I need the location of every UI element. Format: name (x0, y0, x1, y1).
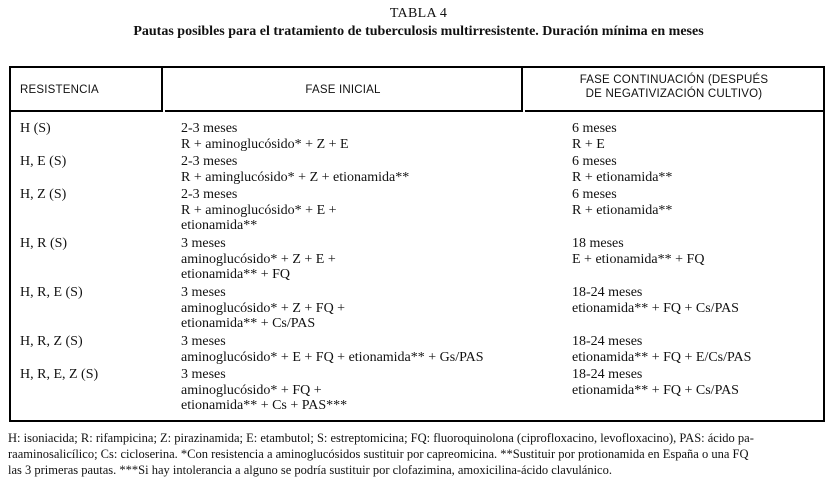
row-fase-inicial-line: 3 meses (181, 236, 226, 251)
row-fase-continuacion (572, 334, 812, 365)
row-resistencia: H (S) (20, 121, 51, 136)
row-fase-inicial (181, 285, 511, 332)
header-fase-continuacion-line1: FASE CONTINUACIÓN (DESPUÉS (579, 74, 769, 86)
row-fase-inicial-line: aminoglucósido* + Z + E + (181, 251, 336, 267)
row-fase-continuacion (572, 285, 812, 316)
row-fase-inicial-line: etionamida** + FQ (181, 267, 290, 282)
row-fase-continuacion-line: 18-24 meses (572, 334, 643, 349)
row-fase-inicial-line: R + aminoglucósido* + Z + E (181, 136, 349, 152)
row-fase-inicial-line: 3 meses (181, 367, 226, 382)
row-fase-inicial-line: etionamida** (181, 218, 258, 233)
footnote-line: raaminosalicílico; Cs: cicloserina. *Con resistencia a aminoglucósidos sustituir por capreomicina. **Sustituir por protionamida en España o una FQ (8, 447, 749, 461)
row-fase-inicial-line: 3 meses (181, 285, 226, 300)
row-fase-continuacion (572, 154, 812, 185)
row-fase-continuacion-line: etionamida** + FQ + Cs/PAS (572, 382, 739, 398)
footnote-line: H: isoniacida; R: rifampicina; Z: pirazinamida; E: etambutol; S: estreptomicina; FQ: fluoroquinolona (ciprofloxacino, levofloxacino), PAS: ácido pa- (8, 431, 754, 445)
row-resistencia: H, R (S) (20, 236, 68, 251)
row-fase-continuacion-line: E + etionamida** + FQ (572, 251, 705, 267)
row-fase-inicial-line: etionamida** + Cs/PAS (181, 316, 316, 331)
header-fase-inicial (165, 68, 523, 112)
header-fase-continuacion (525, 68, 823, 112)
row-fase-inicial-line: 3 meses (181, 334, 226, 349)
row-fase-continuacion-line: 6 meses (572, 121, 617, 136)
header-fase-inicial-label: FASE INICIAL (305, 84, 381, 96)
row-fase-continuacion-line: 18 meses (572, 236, 624, 251)
row-fase-inicial (181, 121, 511, 152)
row-resistencia: H, R, E, Z (S) (20, 367, 99, 382)
row-fase-inicial-line: etionamida** + Cs + PAS*** (181, 398, 348, 413)
row-resistencia: H, R, Z (S) (20, 334, 83, 349)
table-number: TABLA 4 (389, 6, 448, 21)
row-fase-continuacion (572, 121, 812, 152)
row-fase-inicial (181, 367, 511, 414)
row-fase-inicial-line: aminoglucósido* + FQ + (181, 382, 322, 398)
row-fase-inicial-line: 2-3 meses (181, 187, 238, 202)
row-fase-continuacion-line: 6 meses (572, 187, 617, 202)
row-resistencia: H, E (S) (20, 154, 67, 169)
header-resistencia (11, 68, 163, 112)
row-fase-continuacion-line: 6 meses (572, 154, 617, 169)
row-fase-continuacion-line: etionamida** + FQ + Cs/PAS (572, 300, 739, 316)
row-fase-inicial (181, 154, 511, 185)
header-resistencia-label: RESISTENCIA (20, 84, 99, 96)
row-fase-inicial (181, 334, 511, 365)
row-fase-continuacion (572, 367, 812, 398)
row-fase-inicial-line: R + aminoglucósido* + E + (181, 202, 337, 218)
row-fase-inicial-line: 2-3 meses (181, 121, 238, 136)
row-fase-inicial-line: aminoglucósido* + Z + FQ + (181, 300, 346, 316)
row-resistencia: H, R, E (S) (20, 285, 83, 300)
row-fase-continuacion-line: 18-24 meses (572, 285, 643, 300)
row-fase-inicial (181, 236, 511, 283)
row-fase-continuacion-line: R + etionamida** (572, 202, 673, 218)
row-fase-continuacion-line: R + E (572, 136, 605, 152)
row-fase-continuacion (572, 187, 812, 218)
row-resistencia: H, Z (S) (20, 187, 67, 202)
row-fase-continuacion-line: etionamida** + FQ + E/Cs/PAS (572, 349, 752, 365)
row-fase-inicial-line: R + aminglucósido* + Z + etionamida** (181, 169, 410, 185)
row-fase-continuacion (572, 236, 812, 267)
header-fase-continuacion-line2: DE NEGATIVIZACIÓN CULTIVO) (585, 88, 763, 100)
row-fase-continuacion-line: 18-24 meses (572, 367, 643, 382)
row-fase-inicial (181, 187, 511, 234)
table-footnote (8, 430, 830, 478)
row-fase-continuacion-line: R + etionamida** (572, 169, 673, 185)
row-fase-inicial-line: aminoglucósido* + E + FQ + etionamida** + Gs/PAS (181, 349, 484, 365)
table-title: Pautas posibles para el tratamiento de tuberculosis multirresistente. Duración mínima en meses (133, 24, 704, 39)
header-fase-continuacion-label (525, 73, 823, 101)
footnote-line: las 3 primeras pautas. ***Si hay intolerancia a alguno se podría sustituir por clofazimina, amoxicilina-ácido clavulánico. (8, 463, 612, 477)
row-fase-inicial-line: 2-3 meses (181, 154, 238, 169)
table-frame (9, 66, 825, 422)
